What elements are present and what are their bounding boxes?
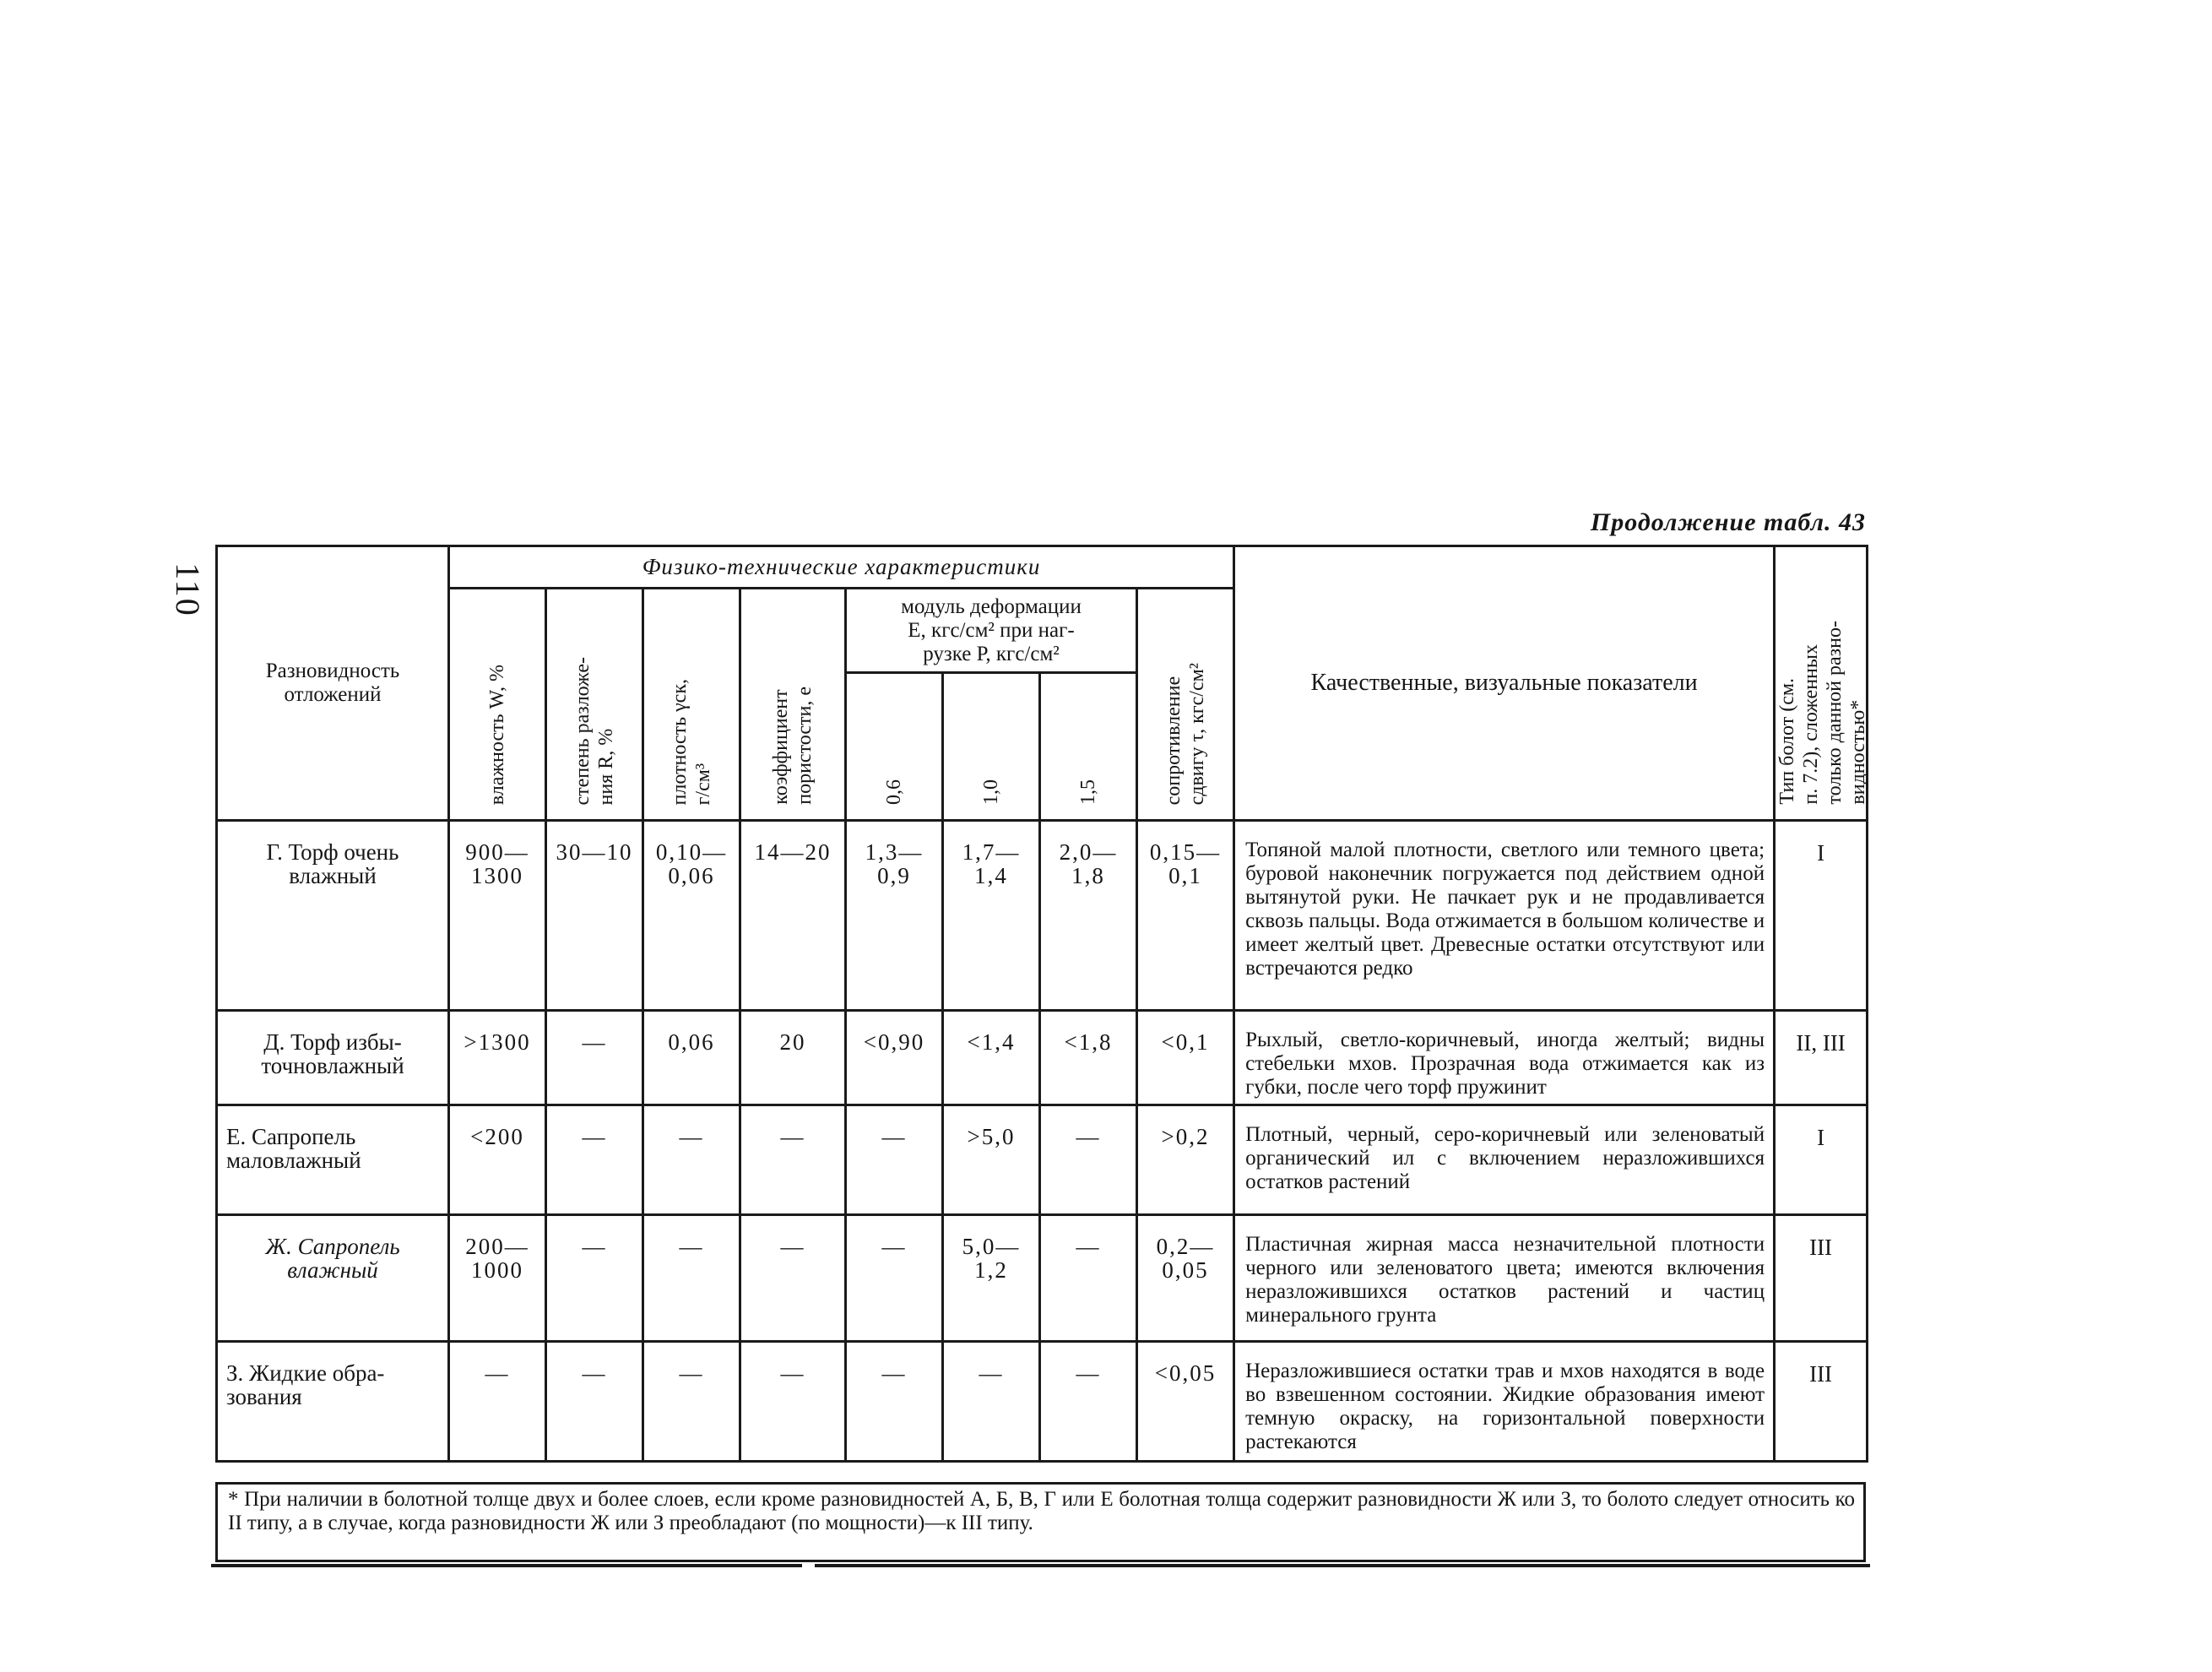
cell-modulus-0-6: 1,3— 0,9 [846,821,943,1011]
cell-modulus-1-0: 1,7— 1,4 [943,821,1040,1011]
cell-modulus-0-6: — [846,1105,943,1215]
cell-description: Неразложившиеся остатки трав и мхов находятся в воде во взвешенном состоянии. Жидкие образования имеют темную окраску, на горизонтальной поверхности растекаются [1234,1342,1775,1462]
cell-shear: 0,15— 0,1 [1137,821,1234,1011]
cell-bog-type: I [1775,821,1868,1011]
table-row [217,1105,1868,1215]
header-shear-label: сопротивление сдвигу τ, кгс/см² [1163,662,1209,805]
cell-modulus-0-6: — [846,1342,943,1462]
table-row [217,821,1868,1011]
header-porosity [740,589,846,821]
header-variety [217,546,449,821]
header-decomposition-label: степень разложе- ния R, % [572,656,617,805]
cell-density: — [643,1105,740,1215]
header-variety-label: Разновидность отложений [265,660,400,706]
cell-variety: Ж. Сапропель влажный [217,1215,449,1342]
table-row [217,1011,1868,1105]
header-shear [1137,589,1234,821]
header-load-0-6-label: 0,6 [883,779,905,805]
header-density-label: плотность γск, г/см³ [669,678,714,805]
cell-description: Плотный, черный, серо-коричневый или зеленоватый органический ил с включением неразложившихся остатков растений [1234,1105,1775,1215]
header-load-0-6 [846,673,943,821]
cell-moisture: >1300 [449,1011,546,1105]
cell-porosity: — [740,1105,846,1215]
cell-modulus-0-6: <0,90 [846,1011,943,1105]
cell-modulus-1-5: — [1040,1215,1137,1342]
cell-modulus-1-0: <1,4 [943,1011,1040,1105]
cell-density: — [643,1342,740,1462]
cell-shear: <0,05 [1137,1342,1234,1462]
header-load-1-5 [1040,673,1137,821]
cell-density: — [643,1215,740,1342]
cell-variety: Е. Сапропель маловлажный [217,1105,449,1215]
cell-decomposition: 30—10 [546,821,643,1011]
table-footnote: * При наличии в болотной толще двух и более слоев, если кроме разновидностей А, Б, В, Г или Е болотная толща содержит разновидности Ж или З, то болото следует относить ко II типу, а в случае, когда разновидности Ж или З преобладают (по мощности)—к III типу. [215,1482,1866,1562]
cell-modulus-1-5: <1,8 [1040,1011,1137,1105]
header-bog-type-label: Тип болот (см. п. 7.2), сложенных только данной разно- видностью* [1776,621,1870,805]
cell-porosity: 20 [740,1011,846,1105]
cell-description: Рыхлый, светло-коричневый, иногда желтый; видны стебельки мхов. Прозрачная вода отжимается как из губки, после чего торф пружинит [1234,1011,1775,1105]
cell-density: 0,06 [643,1011,740,1105]
cell-shear: <0,1 [1137,1011,1234,1105]
cell-porosity: — [740,1215,846,1342]
cell-moisture: <200 [449,1105,546,1215]
header-modulus-label: модуль деформации Е, кгс/см² при наг- рузке Р, кгс/см² [901,594,1082,665]
table-row [217,1342,1868,1462]
cell-shear: >0,2 [1137,1105,1234,1215]
header-physical-group: Физико-технические характеристики [449,546,1234,589]
header-load-1-0-label: 1,0 [980,779,1002,805]
cell-moisture: 900— 1300 [449,821,546,1011]
cell-modulus-1-0: — [943,1342,1040,1462]
cell-shear: 0,2— 0,05 [1137,1215,1234,1342]
soil-properties-table-container [215,545,1870,1562]
cell-bog-type: I [1775,1105,1868,1215]
cell-porosity: — [740,1342,846,1462]
header-modulus [846,589,1137,673]
cell-variety: З. Жидкие обра- зования [217,1342,449,1462]
header-moisture-label: влажность W, % [486,664,508,805]
header-decomposition [546,589,643,821]
header-load-1-5-label: 1,5 [1077,779,1099,805]
cell-bog-type: III [1775,1215,1868,1342]
cell-porosity: 14—20 [740,821,846,1011]
header-load-1-0 [943,673,1040,821]
header-porosity-label: коэффициент пористости, е [770,687,816,805]
bottom-rule-left [211,1564,802,1567]
cell-modulus-0-6: — [846,1215,943,1342]
header-bog-type [1775,546,1868,821]
cell-decomposition: — [546,1105,643,1215]
table-continuation-label: Продолжение табл. 43 [1590,508,1866,536]
header-moisture [449,589,546,821]
cell-description: Топяной малой плотности, светлого или темного цвета; буровой наконечник погружается под действием одной вытянутой руки. Не пачкает рук и не продавливается сквозь пальцы. Вода отжимается в большом количестве и имеет желтый цвет. Древесные остатки отсутствуют или встречаются редко [1234,821,1775,1011]
page-number: 110 [168,562,207,617]
cell-bog-type: II, III [1775,1011,1868,1105]
soil-properties-table [215,545,1868,1463]
table-row [217,1215,1868,1342]
cell-decomposition: — [546,1342,643,1462]
cell-modulus-1-5: — [1040,1105,1137,1215]
cell-moisture: — [449,1342,546,1462]
cell-modulus-1-5: 2,0— 1,8 [1040,821,1137,1011]
cell-variety: Г. Торф очень влажный [217,821,449,1011]
cell-modulus-1-0: >5,0 [943,1105,1040,1215]
bottom-rule-right [815,1564,1870,1567]
cell-modulus-1-5: — [1040,1342,1137,1462]
cell-moisture: 200— 1000 [449,1215,546,1342]
header-density [643,589,740,821]
cell-decomposition: — [546,1215,643,1342]
cell-density: 0,10— 0,06 [643,821,740,1011]
cell-modulus-1-0: 5,0— 1,2 [943,1215,1040,1342]
cell-bog-type: III [1775,1342,1868,1462]
cell-variety: Д. Торф избы- точновлажный [217,1011,449,1105]
header-quality: Качественные, визуальные показатели [1234,546,1775,821]
header-row-top [217,546,1868,589]
cell-description: Пластичная жирная масса незначительной плотности черного или зеленоватого цвета; имеются включения неразложившихся остатков растений и частиц минерального грунта [1234,1215,1775,1342]
cell-decomposition: — [546,1011,643,1105]
